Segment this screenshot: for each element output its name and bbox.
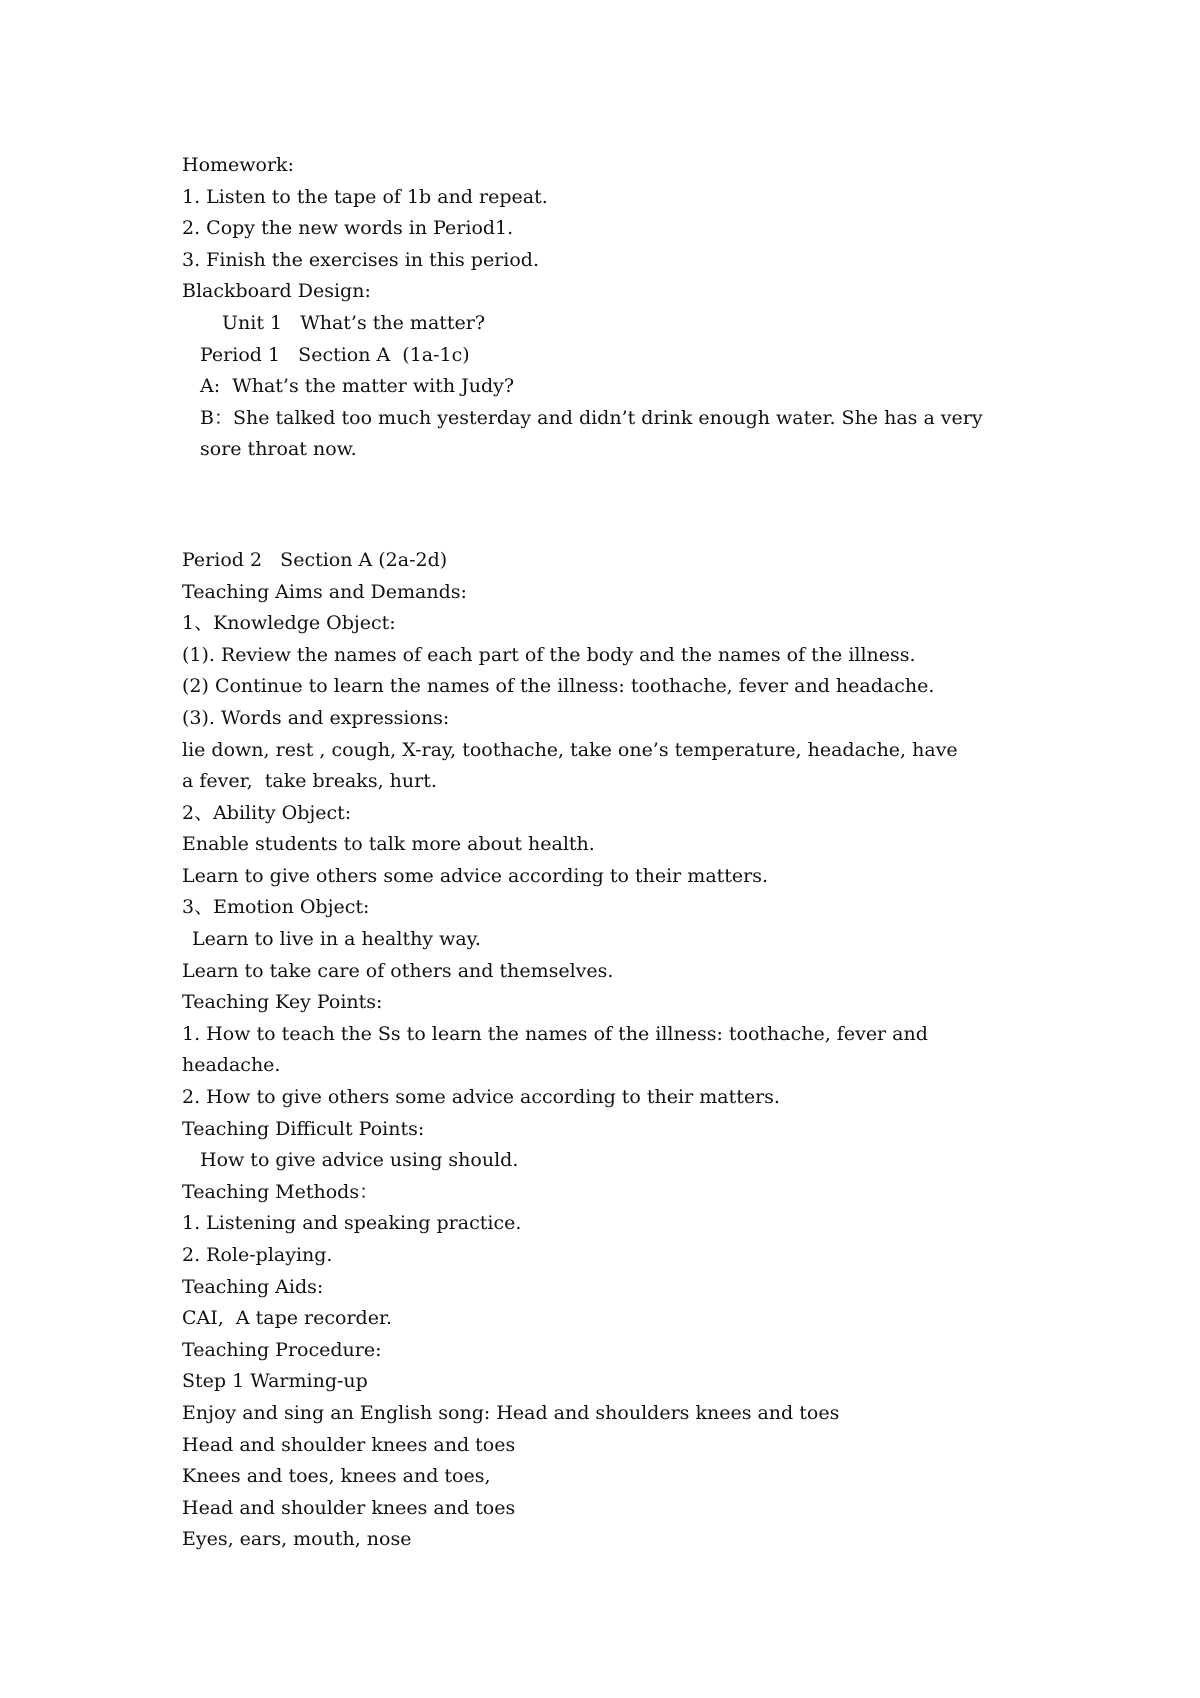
song-lyric-line: Head and shoulder knees and toes — [182, 1433, 516, 1456]
ability-item: Enable students to talk more about health. — [182, 833, 595, 856]
homework-item: 2. Copy the new words in Period1. — [182, 217, 514, 240]
aims-title: Teaching Aims and Demands: — [182, 580, 467, 603]
song-lyric-line: Eyes, ears, mouth, nose — [182, 1528, 412, 1551]
song-lyric-line: Knees and toes, knees and toes, — [182, 1465, 491, 1488]
procedure-title: Teaching Procedure: — [182, 1338, 382, 1361]
blackboard-period-line: Period 1 Section A (1a-1c) — [200, 343, 470, 366]
key-point-item-continued: headache. — [182, 1054, 281, 1077]
period-heading: Period 2 Section A (2a-2d) — [182, 548, 448, 571]
aids-title: Teaching Aids: — [182, 1275, 324, 1298]
blackboard-dialogue-b-continued: sore throat now. — [200, 438, 357, 461]
homework-item: 1. Listen to the tape of 1b and repeat. — [182, 185, 548, 208]
emotion-item: Learn to take care of others and themselves. — [182, 959, 614, 982]
method-item: 2. Role-playing. — [182, 1244, 333, 1266]
emotion-item: Learn to live in a healthy way. — [192, 928, 481, 951]
blackboard-unit-line: Unit 1 What’s the matter? — [222, 311, 486, 334]
key-points-title: Teaching Key Points: — [182, 991, 383, 1014]
key-point-item: 2. How to give others some advice according to their matters. — [182, 1086, 780, 1109]
knowledge-item: (1). Review the names of each part of the body and the names of the illness. — [182, 643, 916, 666]
section-spacer — [182, 466, 1042, 545]
words-line-continued: a fever, take breaks, hurt. — [182, 770, 437, 793]
words-line: lie down, rest , cough, X-ray, toothache, take one’s temperature, headache, have — [182, 738, 958, 761]
blackboard-title: Blackboard Design: — [182, 280, 371, 303]
ability-title: 2、Ability Object: — [182, 801, 352, 824]
knowledge-title: 1、Knowledge Object: — [182, 612, 396, 635]
blackboard-dialogue-b: B：She talked too much yesterday and didn’t drink enough water. She has a very — [200, 406, 983, 429]
difficult-point-item: How to give advice using should. — [200, 1149, 519, 1172]
song-intro: Enjoy and sing an English song: Head and shoulders knees and toes — [182, 1401, 840, 1424]
document-body — [182, 150, 1042, 1556]
step-heading: Step 1 Warming-up — [182, 1370, 368, 1393]
key-point-item: 1. How to teach the Ss to learn the names of the illness: toothache, fever and — [182, 1022, 928, 1045]
homework-title: Homework: — [182, 154, 294, 176]
methods-title: Teaching Methods： — [182, 1180, 379, 1203]
difficult-points-title: Teaching Difficult Points: — [182, 1117, 425, 1140]
emotion-title: 3、Emotion Object: — [182, 896, 370, 919]
blackboard-dialogue-a: A: What’s the matter with Judy? — [200, 375, 515, 398]
knowledge-item: (2) Continue to learn the names of the illness: toothache, fever and headache. — [182, 675, 935, 698]
aids-item: CAI, A tape recorder. — [182, 1307, 392, 1330]
method-item: 1. Listening and speaking practice. — [182, 1212, 522, 1235]
homework-item: 3. Finish the exercises in this period. — [182, 248, 540, 271]
ability-item: Learn to give others some advice according to their matters. — [182, 864, 769, 887]
song-lyric-line: Head and shoulder knees and toes — [182, 1496, 516, 1519]
knowledge-item: (3). Words and expressions: — [182, 706, 450, 729]
